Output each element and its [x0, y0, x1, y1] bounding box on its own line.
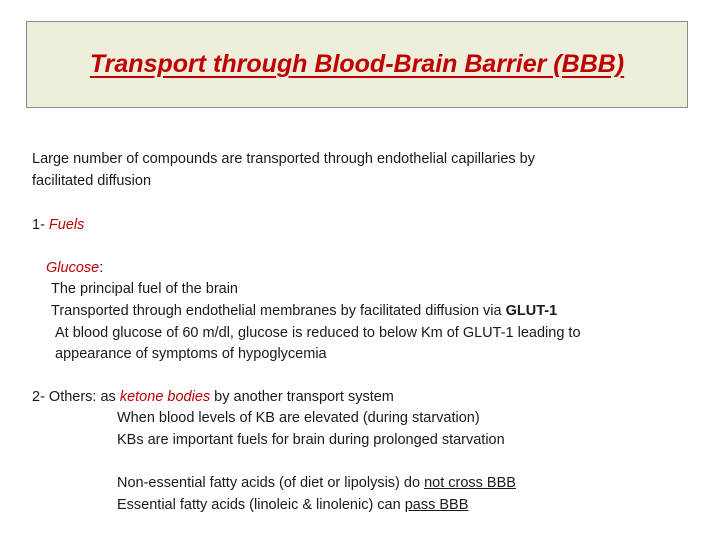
section-2-heading [32, 388, 394, 406]
glucose-label: Glucose [46, 260, 100, 276]
kb-fuels-line: KBs are important fuels for brain during prolonged starvation [117, 432, 505, 448]
essential-fa-line [117, 496, 468, 514]
glucose-level-line-2: appearance of symptoms of hypoglycemia [55, 346, 327, 362]
section-2-lead: 2- Others: as [32, 389, 120, 405]
page-title: Transport through Blood-Brain Barrier (BBB) [89, 50, 625, 78]
section-1-number: 1- [32, 217, 49, 233]
nonessential-fa-text: Non-essential fatty acids (of diet or lipolysis) do [117, 475, 425, 491]
glucose-colon: : [99, 260, 104, 276]
glucose-level-line-1: At blood glucose of 60 m/dl, glucose is reduced to below Km of GLUT-1 leading to [55, 325, 581, 341]
glut1-label: GLUT-1 [505, 303, 558, 319]
kb-elevated-line: When blood levels of KB are elevated (during starvation) [117, 410, 480, 426]
ketone-bodies-label: ketone bodies [119, 389, 211, 405]
glucose-transport-line [51, 302, 557, 320]
title-banner [26, 21, 688, 108]
pass-bbb: pass BBB [404, 497, 469, 513]
nonessential-fa-line [117, 474, 516, 492]
glucose-transport-text: Transported through endothelial membranes by facilitated diffusion via [51, 303, 506, 319]
section-1-title: Fuels [48, 217, 85, 233]
section-1-heading [32, 216, 84, 234]
section-2-tail: by another transport system [210, 389, 394, 405]
intro-line-1: Large number of compounds are transported through endothelial capillaries by [32, 151, 535, 167]
glucose-fuel-line: The principal fuel of the brain [51, 281, 238, 297]
intro-line-2: facilitated diffusion [32, 173, 152, 189]
not-cross-bbb: not cross BBB [424, 475, 516, 491]
essential-fa-text: Essential fatty acids (linoleic & linolenic) can [117, 497, 405, 513]
glucose-heading [46, 259, 103, 277]
